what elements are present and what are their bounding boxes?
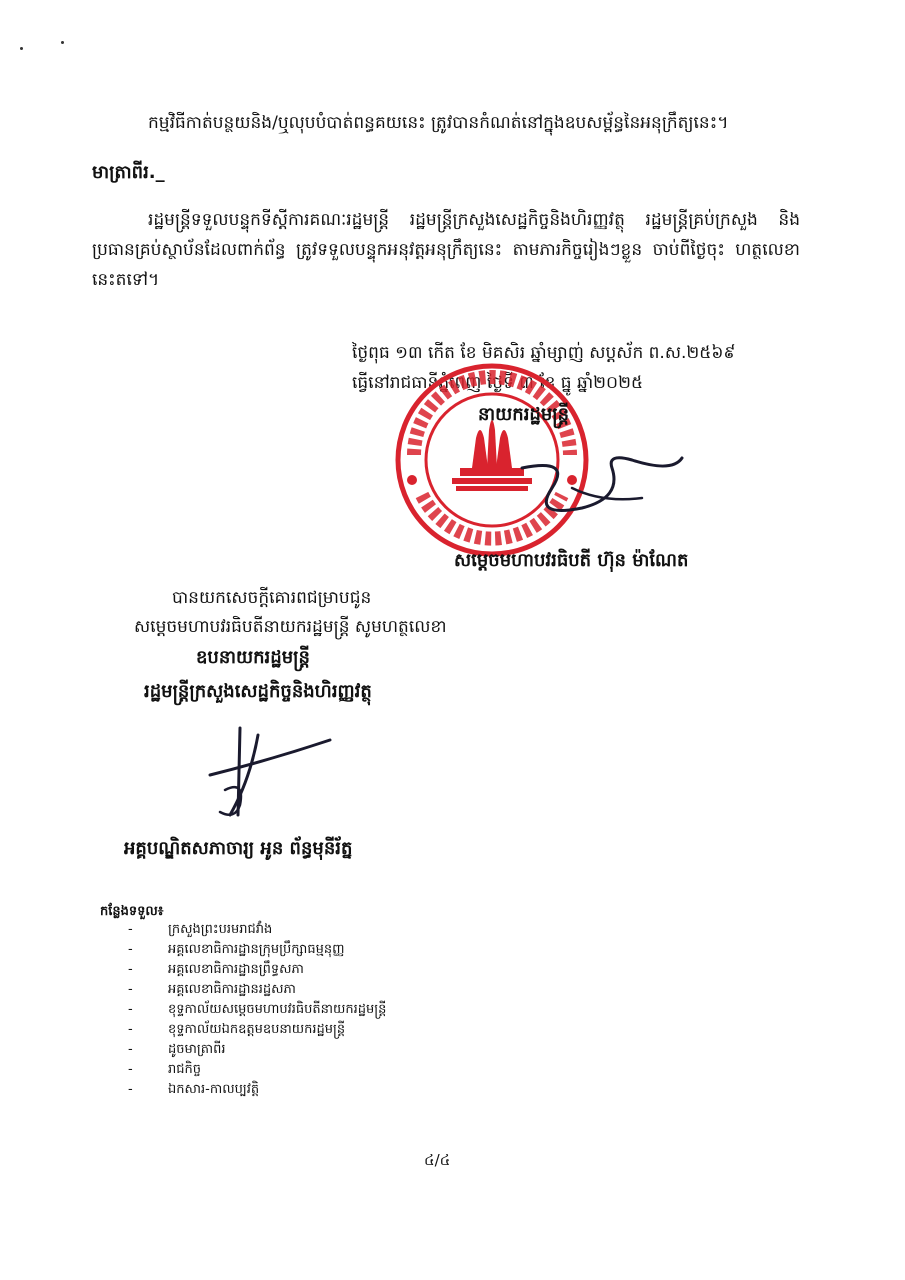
scan-speck bbox=[61, 41, 64, 44]
dpm-title: ឧបនាយករដ្ឋមន្ត្រី bbox=[196, 647, 310, 668]
page-number: ៤/៤ bbox=[424, 1151, 451, 1169]
article-heading: មាត្រាពីរ._ bbox=[92, 162, 165, 183]
recipient-item: - អគ្គលេខាធិការដ្ឋានក្រុមប្រឹក្សាធម្មនុញ្ញ bbox=[128, 942, 345, 957]
pm-title: នាយករដ្ឋមន្ត្រី bbox=[478, 404, 570, 425]
recipient-item: - អគ្គលេខាធិការដ្ឋានព្រឹទ្ធសភា bbox=[128, 962, 304, 977]
dpm-ministry: រដ្ឋមន្ត្រីក្រសួងសេដ្ឋកិច្ចនិងហិរញ្ញវត្ថុ bbox=[144, 681, 372, 702]
intro-line: កម្មវិធីកាត់បន្ថយនិង/ឬលុបបំបាត់ពន្ធគយនេះ ត្រូវបានកំណត់នៅក្នុងឧបសម្ព័ន្ធនៃអនុក្រឹត្យនេះ។ bbox=[148, 113, 729, 133]
recipient-item: - រាជកិច្ច bbox=[128, 1062, 202, 1077]
submission-line: សម្តេចមហាបវរធិបតីនាយករដ្ឋមន្ត្រី សូមហត្ថលេខា bbox=[134, 617, 447, 637]
dpm-name: អគ្គបណ្ឌិតសភាចារ្យ អូន ព័ន្ធមុនីរ័ត្ន bbox=[124, 838, 353, 859]
pm-signature bbox=[512, 448, 692, 528]
recipient-item: - ដូចមាត្រាពីរ bbox=[128, 1042, 226, 1057]
recipient-item: - ខុទ្ទកាល័យឯកឧត្តមឧបនាយករដ្ឋមន្ត្រី bbox=[128, 1022, 346, 1037]
recipient-item: - ក្រសួងព្រះបរមរាជវាំង bbox=[128, 922, 273, 937]
recipient-item: - ខុទ្ទកាល័យសម្តេចមហាបវរធិបតីនាយករដ្ឋមន្ត្រី bbox=[128, 1002, 387, 1017]
date-place: ធ្វើនៅរាជធានីភ្នំពេញ ថ្ងៃទី ៣ ខែ ធ្នូ ឆ្នាំ២០២៥ bbox=[352, 373, 643, 393]
date-lunar: ថ្ងៃពុធ ១៣ កើត ខែ មិគសិរ ឆ្នាំម្សាញ់ សប្តស័ក ព.ស.២៥៦៩ bbox=[352, 343, 736, 363]
recipient-item: - អគ្គលេខាធិការដ្ឋានរដ្ឋសភា bbox=[128, 982, 296, 997]
recipients-list bbox=[128, 920, 386, 1100]
recipient-item: - ឯកសារ-កាលប្បវត្តិ bbox=[128, 1082, 260, 1097]
recipients-heading: កន្លែងទទួល៖ bbox=[100, 904, 164, 919]
dpm-signature bbox=[200, 720, 340, 830]
scan-speck bbox=[20, 47, 23, 50]
pm-name: សម្តេចមហាបវរធិបតី ហ៊ុន ម៉ាណែត bbox=[454, 550, 689, 571]
submission-line: បានយកសេចក្តីគោរពជម្រាបជូន bbox=[172, 588, 372, 608]
article-paragraph: រដ្ឋមន្ត្រីទទួលបន្ទុកទីស្ដីការគណៈរដ្ឋមន្ត្រី រដ្ឋមន្ត្រីក្រសួងសេដ្ឋកិច្ចនិងហិរញ្ញវត្ថុ រដ្ឋមន្ត្រីគ្រប់ក្រសួង និង ប្រធានគ្រប់ស្ថាប័នដែលពាក់ព័ន្ធ ត្រូវទទួលបន្ទុកអនុវត្តអនុក្រឹត្យនេះ តាមភារកិច្ចរៀងៗខ្លួន ចាប់ពីថ្ងៃចុះ ហត្ថលេខានេះតទៅ។ bbox=[92, 210, 800, 290]
